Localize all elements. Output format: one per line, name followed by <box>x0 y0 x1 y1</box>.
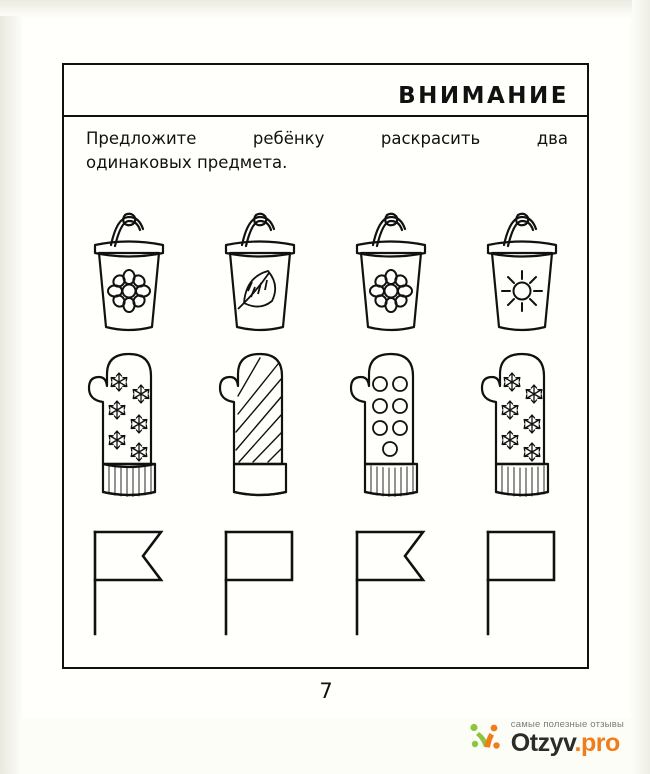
otzyv-logo-icon <box>465 718 505 758</box>
bucket-cell-1[interactable] <box>70 209 188 337</box>
ribbing <box>109 466 151 497</box>
flag-swallowtail-icon <box>339 522 443 642</box>
mitten-cell-1[interactable] <box>70 344 188 512</box>
watermark-brand-name: Otzyv <box>510 729 575 758</box>
mitten-circles-icon <box>339 344 443 512</box>
page-edge-shadow-top <box>0 0 650 16</box>
page-edge-shadow-right <box>632 0 650 774</box>
instruction-text <box>86 127 568 175</box>
snowflake-motifs <box>110 373 150 461</box>
bucket-cell-4[interactable] <box>463 209 581 337</box>
mitten-snowflakes-icon <box>77 344 181 512</box>
instruction-line-2: одинаковых предмета. <box>86 153 288 172</box>
watermark-brand-tld: .pro <box>574 729 620 758</box>
bucket-cell-2[interactable] <box>201 209 319 337</box>
puzzle-rows <box>64 197 587 642</box>
bucket-flower-icon <box>339 209 443 337</box>
leaf-motif <box>238 271 275 309</box>
mitten-cell-2[interactable] <box>201 344 319 512</box>
flag-cell-4[interactable] <box>463 522 581 642</box>
bucket-cell-3[interactable] <box>332 209 450 337</box>
ribbing <box>371 466 413 497</box>
bucket-leaf-icon <box>208 209 312 337</box>
row-mittens <box>64 337 587 512</box>
worksheet-frame <box>62 63 589 669</box>
row-flags <box>64 512 587 642</box>
row-buckets <box>64 197 587 337</box>
flag-swallowtail-icon <box>77 522 181 642</box>
watermark-brand <box>511 731 624 756</box>
worksheet-header <box>64 65 587 117</box>
site-watermark[interactable] <box>465 716 624 760</box>
mitten-cell-3[interactable] <box>332 344 450 512</box>
bucket-flower-icon <box>77 209 181 337</box>
snowflake-motifs <box>502 373 542 461</box>
mitten-cell-4[interactable] <box>463 344 581 512</box>
flag-rectangle-icon <box>470 522 574 642</box>
ribbing <box>502 466 544 497</box>
mitten-snowflakes-icon <box>470 344 574 512</box>
instruction-line-1: Предложите ребёнку раскрасить два <box>86 129 568 148</box>
flower-motif <box>108 270 150 312</box>
flower-motif <box>370 270 412 312</box>
circle-motifs <box>373 377 407 456</box>
page-title: ВНИМАНИЕ <box>398 83 569 109</box>
flag-cell-1[interactable] <box>70 522 188 642</box>
watermark-text <box>511 720 624 757</box>
flag-cell-3[interactable] <box>332 522 450 642</box>
diagonal-stripes <box>236 358 282 462</box>
flag-rectangle-icon <box>208 522 312 642</box>
page-number: 7 <box>319 679 333 703</box>
mitten-stripes-icon <box>208 344 312 512</box>
flag-cell-2[interactable] <box>201 522 319 642</box>
worksheet-sheet <box>22 18 630 718</box>
page-edge-shadow-left <box>0 0 22 774</box>
sun-motif <box>502 271 542 311</box>
watermark-tagline: самые полезные отзывы <box>510 718 624 730</box>
bucket-sun-icon <box>470 209 574 337</box>
